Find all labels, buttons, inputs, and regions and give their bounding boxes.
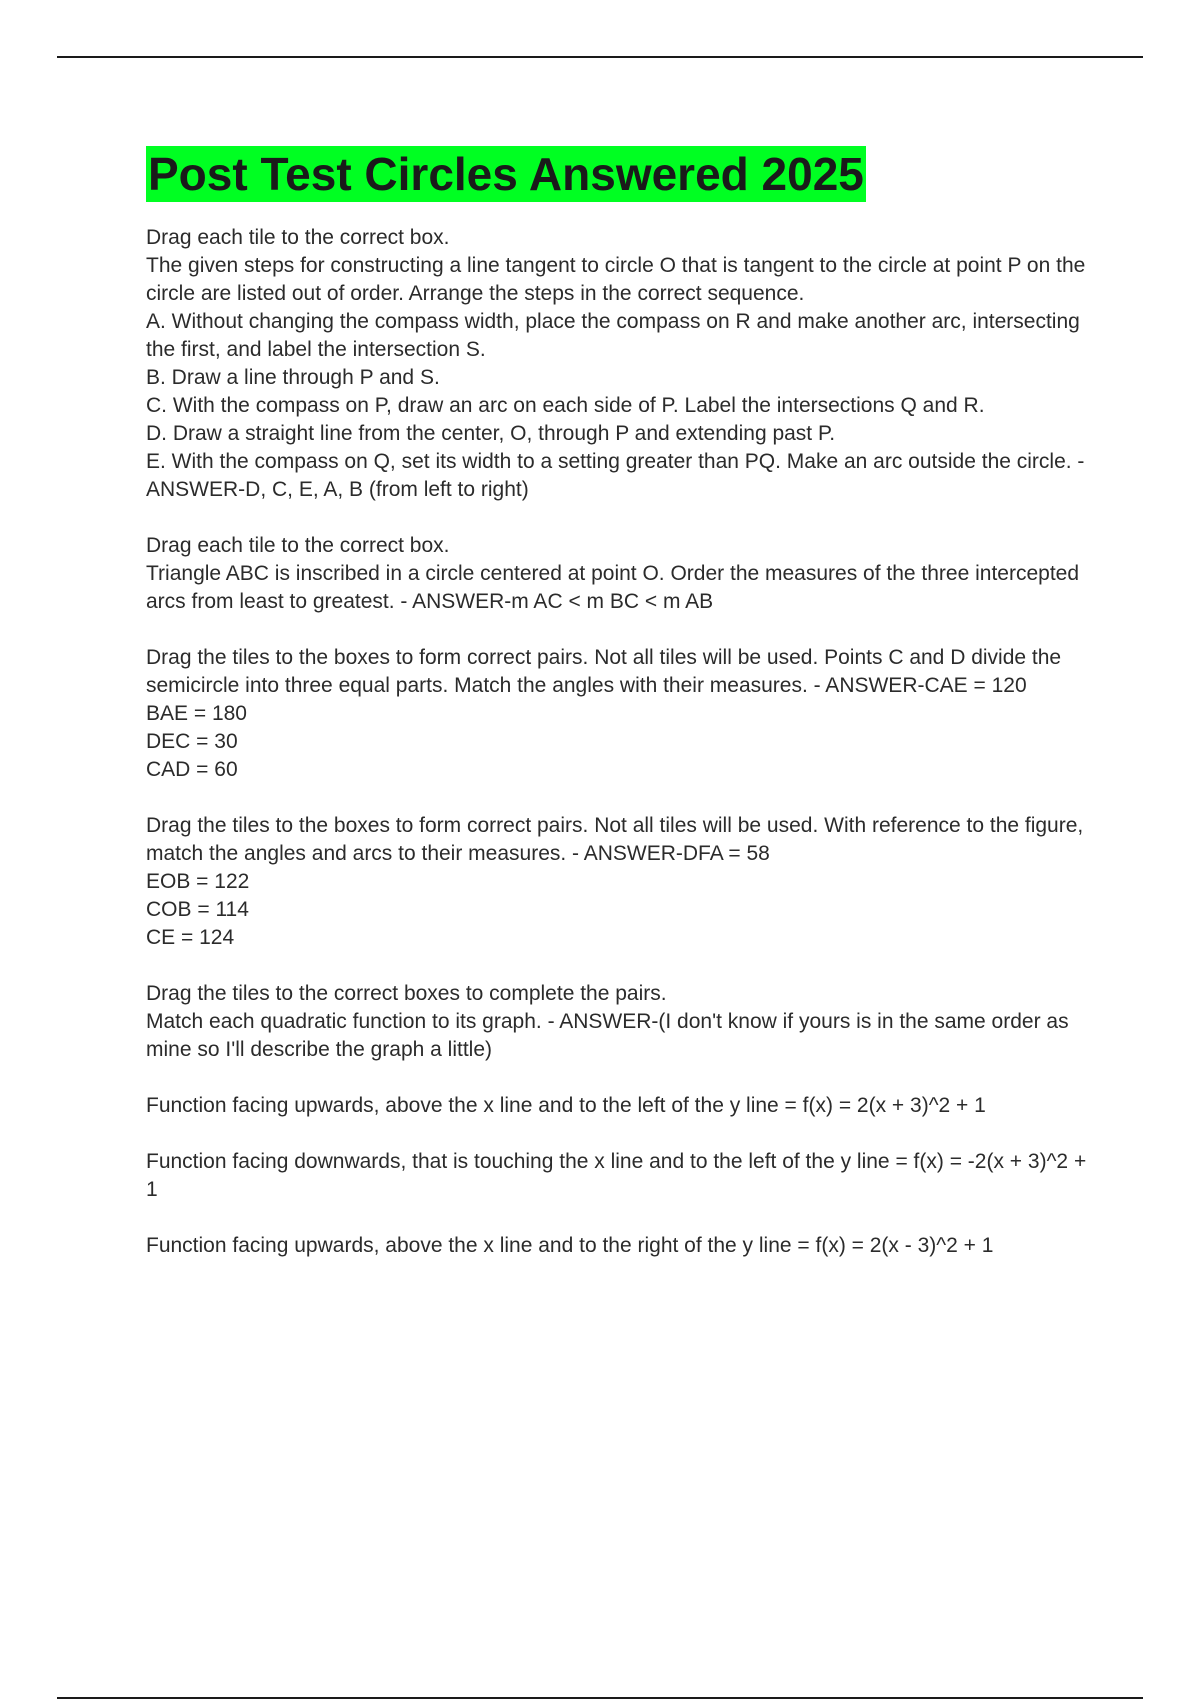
question-line: Match each quadratic function to its graph. - ANSWER-(I don't know if yours is in the same order as mine so I'll describe the graph a little) — [146, 1010, 1069, 1061]
question-block — [146, 1232, 1096, 1260]
question-line: D. Draw a straight line from the center, O, through P and extending past P. — [146, 422, 836, 445]
question-line: E. With the compass on Q, set its width to a setting greater than PQ. Make an arc outside the circle. - ANSWER-D, C, E, A, B (from left to right) — [146, 450, 1085, 501]
question-line: Drag each tile to the correct box. — [146, 534, 450, 557]
question-line: CAD = 60 — [146, 758, 238, 781]
question-block — [146, 1148, 1096, 1204]
question-block — [146, 1092, 1096, 1120]
footer-rule — [57, 1697, 1143, 1699]
document-body — [146, 146, 1096, 1288]
question-line: Triangle ABC is inscribed in a circle centered at point O. Order the measures of the three intercepted arcs from least to greatest. - ANSWER-m AC < m BC < m AB — [146, 562, 1080, 613]
question-block — [146, 644, 1096, 784]
question-block — [146, 812, 1096, 952]
question-line: A. Without changing the compass width, place the compass on R and make another arc, intersecting the first, and label the intersection S. — [146, 310, 1080, 361]
document-title: Post Test Circles Answered 2025 — [148, 148, 864, 200]
question-line: EOB = 122 — [146, 870, 250, 893]
question-list — [146, 224, 1096, 1260]
question-line: COB = 114 — [146, 898, 249, 921]
question-line: BAE = 180 — [146, 702, 247, 725]
question-line: Drag the tiles to the boxes to form correct pairs. Not all tiles will be used. Points C and D divide the semicircle into three equal parts. Match the angles with their measures. - ANSWER-CAE = 120 — [146, 646, 1062, 697]
question-line: Function facing upwards, above the x line and to the left of the y line = f(x) = 2(x + 3)^2 + 1 — [146, 1094, 986, 1117]
question-line: B. Draw a line through P and S. — [146, 366, 440, 389]
question-line: CE = 124 — [146, 926, 235, 949]
question-block — [146, 224, 1096, 504]
question-line: Drag each tile to the correct box. — [146, 226, 450, 249]
question-line: The given steps for constructing a line tangent to circle O that is tangent to the circle at point P on the circle are listed out of order. Arrange the steps in the correct sequence. — [146, 254, 1086, 305]
question-line: Function facing downwards, that is touching the x line and to the left of the y line = f(x) = -2(x + 3)^2 + 1 — [146, 1150, 1087, 1201]
question-block — [146, 980, 1096, 1064]
question-line: Drag the tiles to the correct boxes to complete the pairs. — [146, 982, 667, 1005]
header-rule — [57, 56, 1143, 58]
question-line: Function facing upwards, above the x line and to the right of the y line = f(x) = 2(x - 3)^2 + 1 — [146, 1234, 994, 1257]
question-line: DEC = 30 — [146, 730, 238, 753]
question-block — [146, 532, 1096, 616]
question-line: Drag the tiles to the boxes to form correct pairs. Not all tiles will be used. With reference to the figure, match the angles and arcs to their measures. - ANSWER-DFA = 58 — [146, 814, 1084, 865]
question-line: C. With the compass on P, draw an arc on each side of P. Label the intersections Q and R. — [146, 394, 985, 417]
